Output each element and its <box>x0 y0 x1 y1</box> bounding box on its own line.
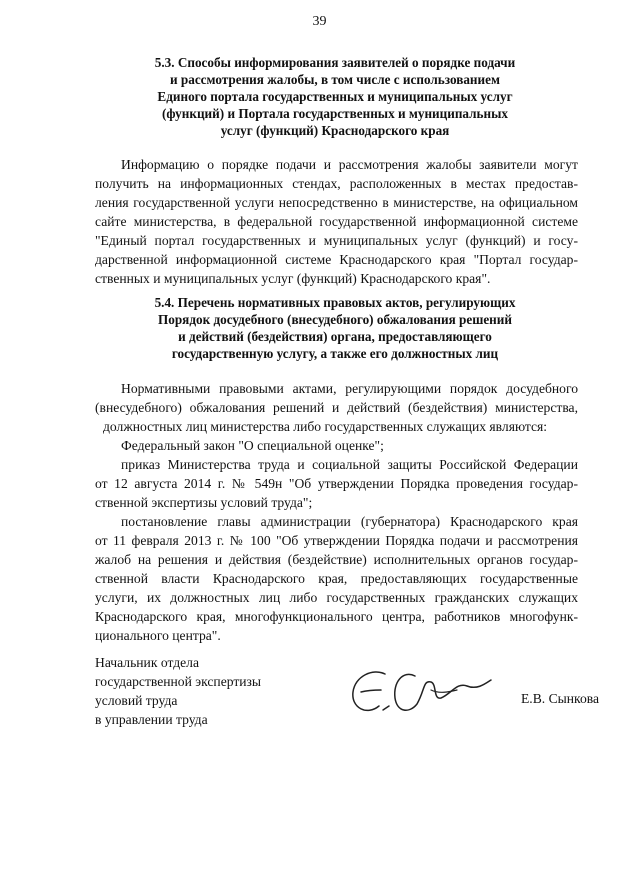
heading-line: услуг (функций) Краснодарского края <box>220 123 450 138</box>
paragraph-line: получить на информационных стендах, расположенных в местах предостав- <box>95 176 578 191</box>
paragraph-line: ственных и муниципальных услуг (функций) Краснодарского края". <box>95 271 491 286</box>
paragraph-line: постановление главы администрации (губернатора) Краснодарского края <box>121 514 578 529</box>
heading-line: 5.3. Способы информирования заявителей о порядке подачи <box>154 55 516 70</box>
position-line: в управлении труда <box>95 712 208 727</box>
section-5-4-heading <box>95 294 575 362</box>
paragraph-line: жалоб на решения и действия (бездействие) исполнительных органов государ- <box>95 552 578 567</box>
heading-line: Порядок досудебного (внесудебного) обжалования решений <box>158 312 512 327</box>
paragraph-line: ственной власти Краснодарского края, предоставляющих государственные <box>95 571 578 586</box>
heading-line: и действий (бездействия) органа, предоставляющего <box>178 329 492 344</box>
paragraph-line: (внесудебного) обжалования решений и действий (бездействия) министерства, <box>95 400 578 415</box>
paragraph-line: Краснодарского края, многофункционального центра, работников многофунк- <box>95 609 578 624</box>
page-number: 39 <box>312 14 327 29</box>
signatory-position <box>95 653 261 729</box>
heading-line: и рассмотрения жалобы, в том числе с использованием <box>170 72 500 87</box>
paragraph-line: ственной экспертизы условий труда"; <box>95 495 313 510</box>
heading-line: Единого портала государственных и муниципальных услуг <box>157 89 513 104</box>
paragraph-line: услуги, их должностных лиц либо государственных гражданских служащих <box>95 590 578 605</box>
section-5-3-heading <box>95 54 575 139</box>
heading-line: 5.4. Перечень нормативных правовых актов, регулирующих <box>154 295 516 310</box>
heading-line: (функций) и Портала государственных и муниципальных <box>161 106 509 121</box>
position-line: Начальник отдела <box>95 655 199 670</box>
position-line: государственной экспертизы <box>95 674 262 689</box>
handwritten-signature <box>345 660 495 725</box>
section-5-4-paragraph <box>95 379 578 645</box>
paragraph-line: должностных лиц министерства либо государственных служащих являются: <box>103 419 548 434</box>
paragraph-line: Информацию о порядке подачи и рассмотрения жалобы заявители могут <box>121 157 578 172</box>
heading-line: государственную услугу, а также его должностных лиц <box>171 346 499 361</box>
paragraph-line: ления государственной услуги непосредственно в министерстве, на официальном <box>95 195 578 210</box>
paragraph-line: "Единый портал государственных и муниципальных услуг (функций) и госу- <box>95 233 578 248</box>
paragraph-line: Нормативными правовыми актами, регулирующими порядок досудебного <box>121 381 578 396</box>
paragraph-line: дарственной информационной системе Краснодарского края "Портал государ- <box>95 252 578 267</box>
paragraph-line: от 11 февраля 2013 г. № 100 "Об утверждении Порядка подачи и рассмотрения <box>95 533 578 548</box>
section-5-3-paragraph <box>95 155 578 288</box>
paragraph-line: ционального центра". <box>95 628 221 643</box>
paragraph-line: от 12 августа 2014 г. № 549н "Об утверждении Порядка проведения государ- <box>95 476 578 491</box>
paragraph-line: сайте министерства, в федеральной государственной информационной системе <box>95 214 578 229</box>
paragraph-line: Федеральный закон "О специальной оценке"; <box>121 438 384 453</box>
position-line: условий труда <box>95 693 178 708</box>
paragraph-line: приказ Министерства труда и социальной защиты Российской Федерации <box>121 457 578 472</box>
signatory-name: Е.В. Сынкова <box>521 691 600 706</box>
